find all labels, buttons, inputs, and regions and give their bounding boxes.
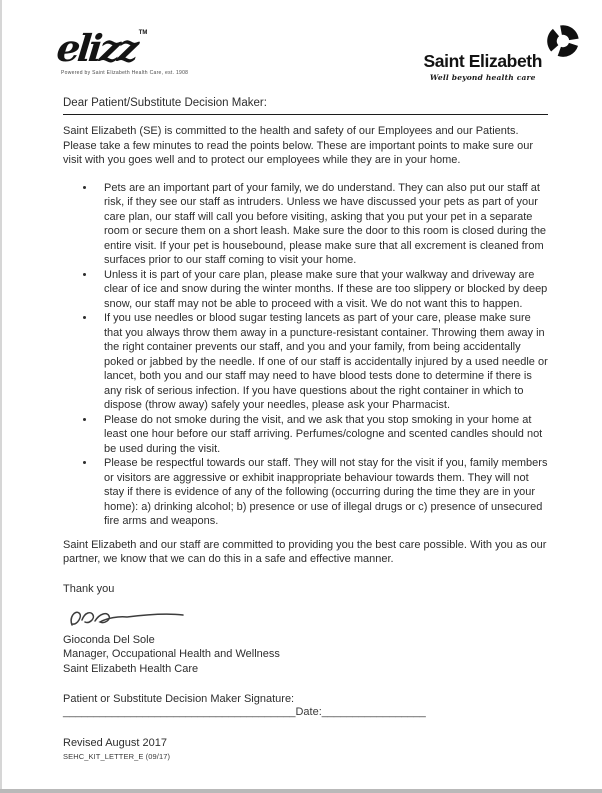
letter-header (54, 0, 548, 97)
list-item-pets: • Pets are an important part of your family, we do understand. They can also put our staff at risk, if they see our staff as intruders. Unless we have discussed your pets as part of your care plan, our staff will call you before visiting, asking that you put your pet in a separate room or secure them on a short leash. Make sure the door to this room is closed during the entire visit. If your pet is housebound, please make sure that all excrement is cleaned from surfaces prior to our staff coming to visit your home. (96, 181, 548, 268)
greeting-line: Dear Patient/Substitute Decision Maker: (63, 97, 267, 109)
document-code: SEHC_KIT_LETTER_E (09/17) (63, 752, 171, 761)
date-blank-line: _________________ (321, 706, 426, 718)
elizz-tagline: Powered by Saint Elizabeth Health Care, est. 1908 (61, 70, 189, 76)
list-item-smoking: • Please do not smoke during the visit, and we ask that you stop smoking in your home at least one hour before our staff arriving. Perfumes/cologne and scented candles should not be used during the visit. (96, 413, 548, 457)
intro-paragraph: Saint Elizabeth (SE) is committed to the health and safety of our Employees and our Patients. Please take a few minutes to read the points below. These are important points to make sure our visit with you goes well and to protect our employees while they are in your home. (63, 125, 534, 166)
patient-signature-line (63, 706, 548, 718)
list-item-respect: • Please be respectful towards our staff. They will not stay for the visit if you, family members or visitors are aggressive or exhibit inappropriate behaviour towards them. They will not stay if there is evidence of any of the following (occurring during the time they are in your home): a) drinking alcohol; b) presence or use of illegal drugs or c) presence of unsecured fire arms and weapons. (96, 456, 548, 529)
signatory-block (63, 633, 548, 677)
signatory-name: Gioconda Del Sole (63, 633, 155, 646)
page-left-edge (0, 0, 2, 793)
pinwheel-icon (544, 22, 582, 65)
header-divider (63, 114, 548, 115)
letter-footer (63, 737, 548, 761)
saint-elizabeth-tagline: Well beyond health care (429, 73, 536, 83)
page-bottom-edge (0, 789, 602, 793)
patient-signature-label: Patient or Substitute Decision Maker Signature: (63, 693, 295, 705)
signature-blank-line: ______________________________________ (63, 706, 296, 718)
saint-elizabeth-logo (424, 36, 582, 82)
revised-date: Revised August 2017 (63, 737, 167, 749)
handwritten-signature (65, 605, 195, 631)
elizz-logo (54, 26, 189, 76)
signatory-title: Manager, Occupational Health and Wellness (63, 648, 280, 660)
list-item-snow: • Unless it is part of your care plan, please make sure that your walkway and driveway are clear of ice and snow during the winter months. If these are too slippery or blocked by deep snow, our staff may not be able to proceed with a visit. We do not want this to happen. (96, 268, 548, 312)
closing-paragraph: Saint Elizabeth and our staff are committed to providing you the best care possible. With you as our partner, we know that we can do this in a safe and effective manner. (63, 538, 547, 565)
date-label: Date: (295, 706, 322, 718)
elizz-trademark: TM (138, 30, 148, 36)
list-item-needles: • If you use needles or blood sugar testing lancets as part of your care, please make sure that you always throw them away in a puncture-resistant container. Throwing them away in the right container prevents our staff, and you and your family, from being accidentally poked or jabbed by the needle. If one of our staff is accidentally injured by a used needle or lancet, both you and our staff may need to have blood tests done to determine if there is any risk of serious infection. If you have questions about the right container in which to dispose (throw away) safely your needles, please ask your Pharmacist. (96, 311, 548, 413)
safety-points-list (63, 181, 548, 529)
thank-you-line: Thank you (63, 582, 115, 595)
signatory-organization: Saint Elizabeth Health Care (63, 662, 199, 675)
elizz-wordmark: elizz (54, 26, 139, 70)
saint-elizabeth-wordmark: Saint Elizabeth (423, 51, 542, 71)
